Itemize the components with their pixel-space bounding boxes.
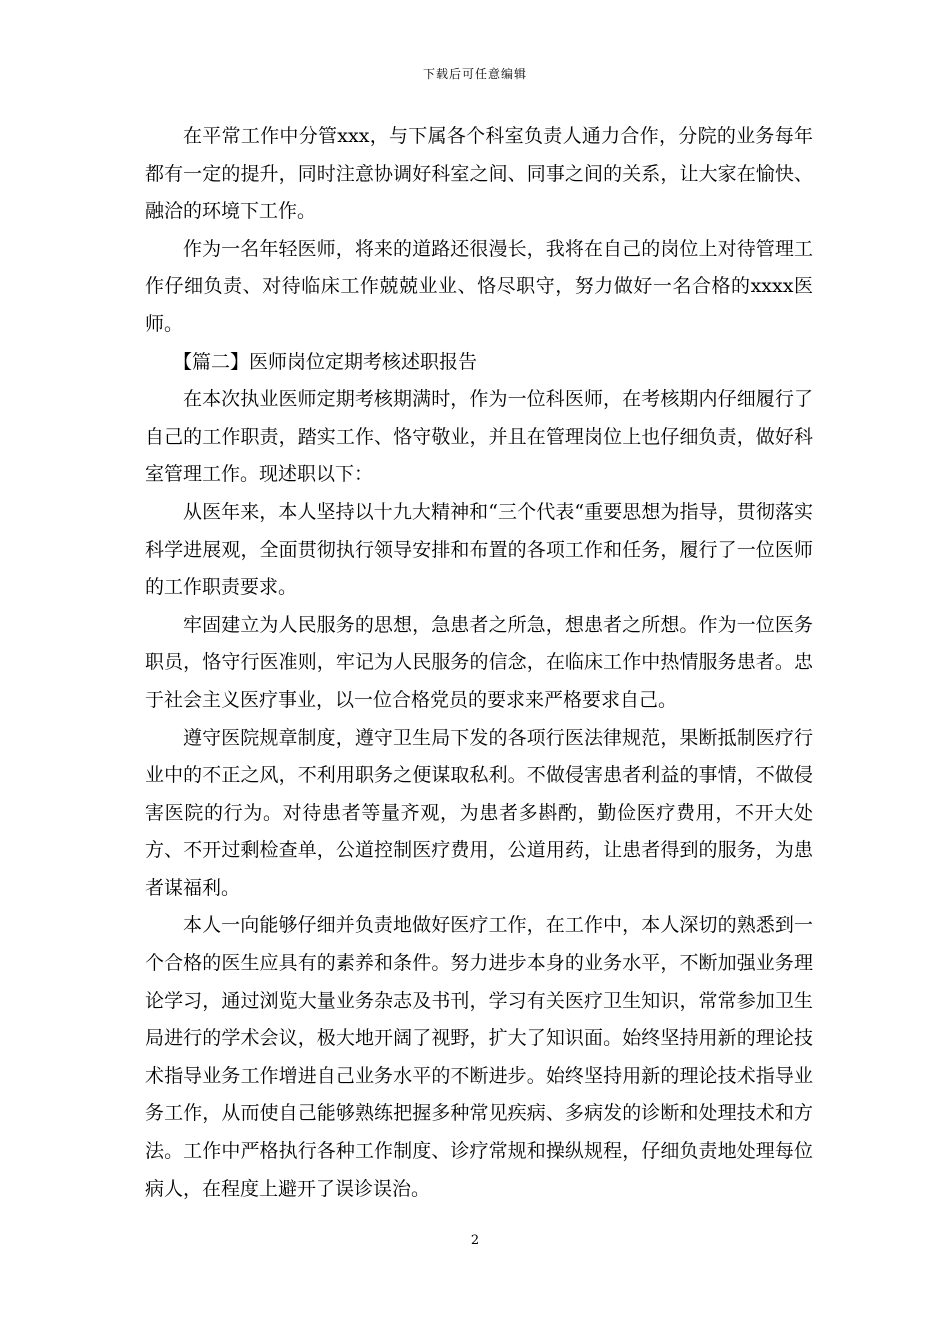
paragraph: 从医年来，本人坚持以十九大精神和“三个代表“重要思想为指导，贯彻落实科学进展观，全面贯彻执行领导安排和布置的各项工作和任务，履行了一位医师的工作职责要求。: [145, 500, 813, 599]
section-heading: 【篇二】医师岗位定期考核述职报告: [173, 350, 478, 373]
page-header: 下载后可任意编辑: [422, 67, 527, 81]
paragraph: 本人一向能够仔细并负责地做好医疗工作，在工作中，本人深切的熟悉到一个合格的医生应具有的素养和条件。努力进步本身的业务水平，不断加强业务理论学习，通过浏览大量业务杂志及书刊，学习有关医疗卫生知识，常常参加卫生局进行的学术会议，极大地开阔了视野，扩大了知识面。始终坚持用新的理论技术指导业务工作增进自己业务水平的不断进步。始终坚持用新的理论技术指导业务工作，从而使自己能够熟练把握多种常见疾病、多病发的诊断和处理技术和方法。工作中严格执行各种工作制度、诊疗常规和操纵规程，仔细负责地处理每位病人，在程度上避开了误诊误治。: [145, 914, 813, 1200]
paragraph: 作为一名年轻医师，将来的道路还很漫长，我将在自己的岗位上对待管理工作仔细负责、对待临床工作兢兢业业、恪尽职守，努力做好一名合格的xxxx医师。: [145, 237, 813, 335]
paragraph: 遵守医院规章制度，遵守卫生局下发的各项行医法律规范，果断抵制医疗行业中的不正之风，不利用职务之便谋取私利。不做侵害患者利益的事情，不做侵害医院的行为。对待患者等量齐观，为患者多斟酌，勤俭医疗费用，不开大处方、不开过剩检查单，公道控制医疗费用，公道用药，让患者得到的服务，为患者谋福利。: [145, 726, 813, 899]
paragraph: 在平常工作中分管xxx，与下属各个科室负责人通力合作，分院的业务每年都有一定的提升，同时注意协调好科室之间、同事之间的关系，让大家在愉快、融洽的环境下工作。: [145, 125, 813, 223]
paragraph: 牢固建立为人民服务的思想，急患者之所急，想患者之所想。作为一位医务职员，恪守行医准则，牢记为人民服务的信念，在临床工作中热情服务患者。忠于社会主义医疗事业，以一位合格党员的要求来严格要求自己。: [145, 613, 813, 711]
document-body: [145, 118, 813, 1208]
page-number: 2: [470, 1233, 480, 1248]
paragraph: 在本次执业医师定期考核期满时，作为一位科医师，在考核期内仔细履行了自己的工作职责，踏实工作、恪守敬业，并且在管理岗位上也仔细负责，做好科室管理工作。现述职以下：: [145, 388, 813, 486]
